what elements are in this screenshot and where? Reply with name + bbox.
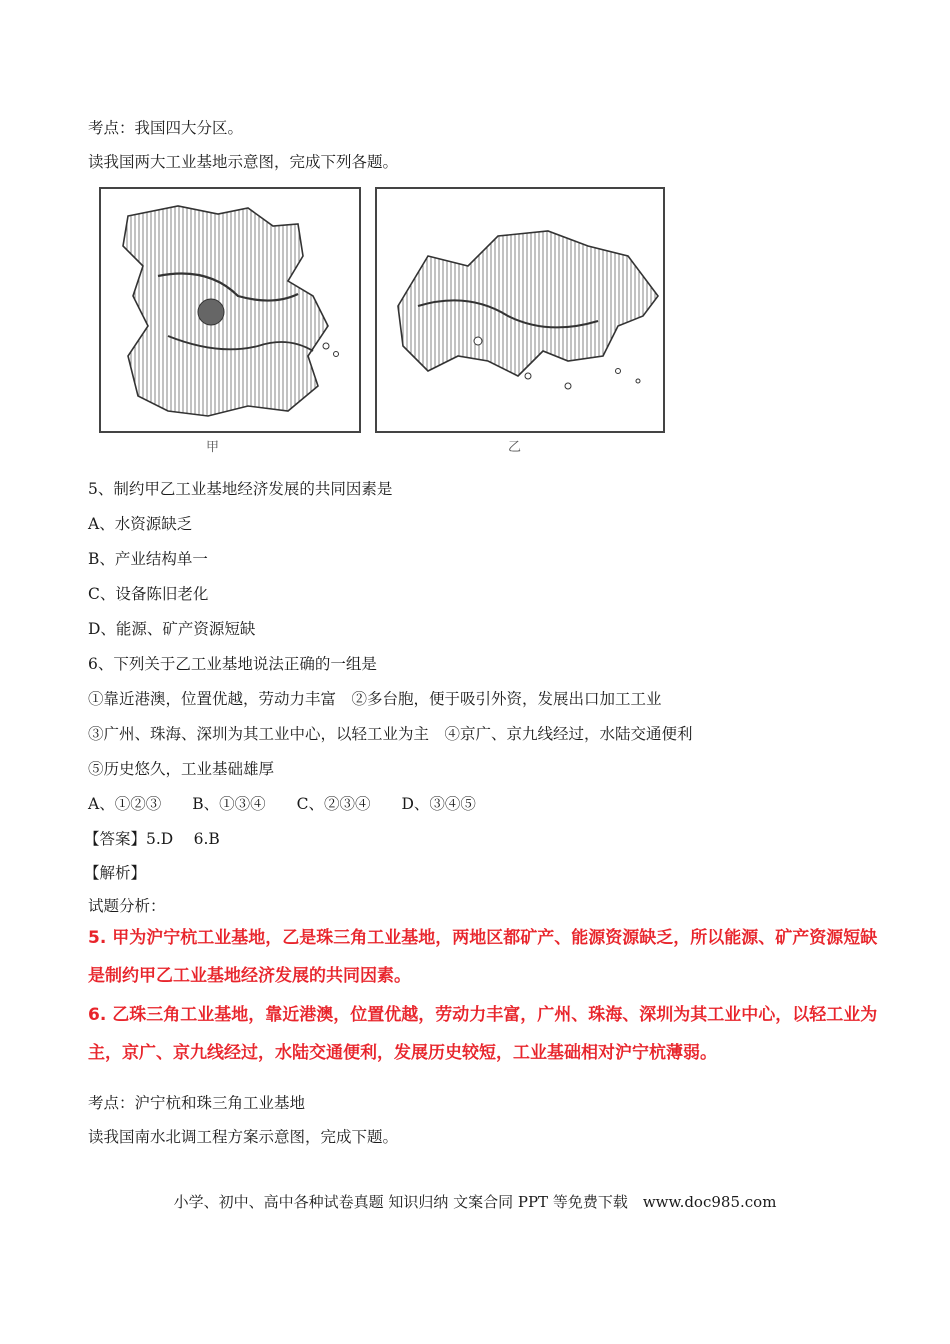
- q5-option-b: B、产业结构单一: [88, 550, 208, 568]
- jiexi-label: 【解析】: [84, 864, 147, 882]
- analysis-5-line2: 是制约甲乙工业基地经济发展的共同因素。: [88, 966, 411, 986]
- map-left-land: [123, 206, 328, 416]
- intro2-line: 读我国南水北调工程方案示意图，完成下题。: [88, 1128, 399, 1146]
- q5-stem: 5、制约甲乙工业基地经济发展的共同因素是: [88, 480, 393, 498]
- answer-line: 【答案】5.D 6.B: [84, 830, 220, 848]
- q5-option-d: D、能源、矿产资源短缺: [88, 620, 256, 638]
- industrial-base-maps: [98, 186, 668, 452]
- analysis-6-line1: 6. 乙珠三角工业基地，靠近港澳，位置优越，劳动力丰富，广州、珠海、深圳为其工业中心，以轻工业为: [88, 1005, 878, 1025]
- map-right-label: 乙: [508, 440, 522, 455]
- map-left-label: 甲: [206, 440, 220, 455]
- q6-statements-3: ⑤历史悠久，工业基础雄厚: [88, 760, 275, 778]
- page-footer: 小学、初中、高中各种试卷真题 知识归纳 文案合同 PPT 等免费下载 www.doc985.com: [173, 1193, 777, 1211]
- kaodian2-line: 考点：沪宁杭和珠三角工业基地: [88, 1094, 306, 1112]
- kaodian-line: 考点：我国四大分区。: [88, 119, 244, 137]
- map-left-lake: [198, 299, 224, 325]
- analysis-label: 试题分析：: [88, 897, 166, 915]
- analysis-6-line2: 主，京广、京九线经过，水陆交通便利，发展历史较短，工业基础相对沪宁杭薄弱。: [88, 1043, 717, 1063]
- q5-option-a: A、水资源缺乏: [88, 515, 193, 533]
- q6-options: A、①②③ B、①③④ C、②③④ D、③④⑤: [88, 795, 476, 813]
- q6-stem: 6、下列关于乙工业基地说法正确的一组是: [88, 655, 377, 673]
- map-figure: [98, 186, 668, 456]
- intro-line: 读我国两大工业基地示意图，完成下列各题。: [88, 153, 399, 171]
- analysis-5-line1: 5. 甲为沪宁杭工业基地，乙是珠三角工业基地，两地区都矿产、能源资源缺乏，所以能源、矿产资源短缺: [88, 928, 878, 948]
- q5-option-c: C、设备陈旧老化: [88, 585, 209, 603]
- q6-statements-1: ①靠近港澳，位置优越，劳动力丰富 ②多台胞，便于吸引外资，发展出口加工工业: [88, 690, 662, 708]
- q6-statements-2: ③广州、珠海、深圳为其工业中心，以轻工业为主 ④京广、京九线经过，水陆交通便利: [88, 725, 693, 743]
